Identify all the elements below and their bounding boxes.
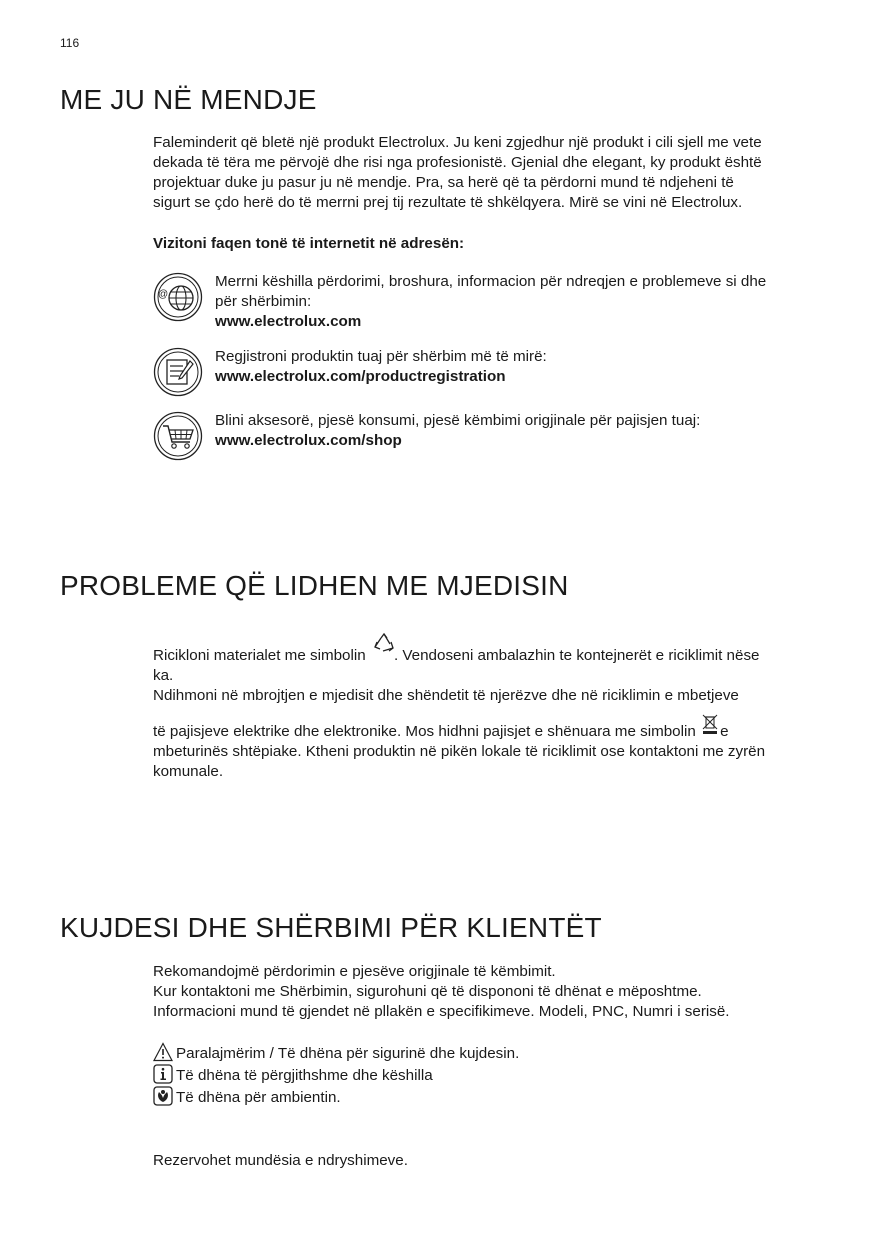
info-icon [153, 1064, 173, 1084]
env-text: Ricikloni materialet me simbolin [153, 647, 366, 664]
env-line: komunale. [153, 763, 224, 780]
intro-line: dekada të tëra me përvojë dhe risi nga profesionistë. Gjenial dhe elegant, ky produkt është [153, 154, 762, 171]
link-row-registration [153, 347, 843, 399]
section-title-environment: PROBLEME QË LIDHEN ME MJEDISIN [60, 570, 569, 601]
env-text: të pajisjeve elektrike dhe elektronike. Mos hidhni pajisjet e shënuara me simbolin [153, 723, 696, 740]
link-row-shop [153, 411, 843, 463]
link-description: Regjistroni produktin tuaj për shërbim më të mirë: [215, 348, 547, 365]
footer-note: Rezervohet mundësia e ndryshimeve. [153, 1152, 408, 1169]
legend-text: Paralajmërim / Të dhëna për sigurinë dhe kujdesin. [176, 1045, 520, 1062]
env-text: . Vendoseni ambalazhin te kontejnerët e riciklimit nëse [393, 647, 760, 664]
section-title-in-mind: ME JU NË MENDJE [60, 84, 317, 115]
shopping-cart-icon [153, 411, 203, 461]
page-number: 116 [60, 36, 80, 50]
legend-text: Të dhëna për ambientin. [176, 1089, 341, 1106]
link-url-shop[interactable]: www.electrolux.com/shop [215, 432, 402, 449]
env-line [153, 714, 843, 742]
legend-item-warning [153, 1042, 843, 1064]
legend-text: Të dhëna të përgjithshme dhe këshilla [176, 1067, 433, 1084]
legend-item-info [153, 1064, 843, 1086]
environment-paragraph [153, 622, 843, 782]
link-url-registration[interactable]: www.electrolux.com/productregistration [215, 368, 506, 385]
web-globe-icon [153, 272, 203, 322]
link-description: për shërbimin: [215, 293, 312, 310]
env-line: mbeturinës shtëpiake. Ktheni produktin në pikën lokale të riciklimit ose kontaktoni me zyrën [153, 743, 766, 760]
env-line [153, 632, 843, 666]
link-text [215, 272, 845, 332]
link-description: Blini aksesorë, pjesë konsumi, pjesë këmbimi origjinale për pajisjen tuaj: [215, 412, 701, 429]
link-text [215, 411, 845, 451]
intro-line: Faleminderit që bletë një produkt Electrolux. Ju keni zgjedhur një produkt i cili sjell me vete [153, 134, 762, 151]
care-line: Informacioni mund të gjendet në pllakën e specifikimeve. Modeli, PNC, Numri i serisë. [153, 1003, 730, 1020]
crossed-bin-icon [702, 714, 718, 736]
customer-care-paragraph [153, 962, 843, 1022]
intro-line: sigurt se çdo herë do të merrni prej tij rezultate të shkëlqyera. Mirë se vini në Electrolux. [153, 194, 743, 211]
section-title-customer-care: KUJDESI DHE SHËRBIMI PËR KLIENTËT [60, 912, 602, 943]
env-text: e [720, 723, 729, 740]
link-url-electrolux[interactable]: www.electrolux.com [215, 313, 362, 330]
legend-item-environment [153, 1086, 843, 1108]
symbol-legend [153, 1042, 843, 1108]
intro-paragraph [153, 133, 843, 213]
intro-line: projektuar duke ju pasur ju në mendje. Pra, sa herë që ta përdorni mund të ndjeheni të [153, 174, 734, 191]
warning-triangle-icon [153, 1042, 173, 1062]
link-text [215, 347, 845, 387]
visit-heading: Vizitoni faqen tonë të internetit në adresën: [153, 235, 465, 252]
environment-icon [153, 1086, 173, 1106]
env-line: ka. [153, 667, 174, 684]
link-row-web [153, 272, 843, 328]
care-line: Rekomandojmë përdorimin e pjesëve origjinale të këmbimit. [153, 963, 556, 980]
link-description: Merrni këshilla përdorimi, broshura, informacion për ndreqjen e problemeve si dhe [215, 273, 767, 290]
care-line: Kur kontaktoni me Shërbimin, sigurohuni që të dispononi të dhënat e mëposhtme. [153, 983, 702, 1000]
svg-text:@: @ [158, 289, 169, 300]
registration-document-icon [153, 347, 203, 397]
env-line: Ndihmoni në mbrojtjen e mjedisit dhe shëndetit të njerëzve dhe në riciklimin e mbetjeve [153, 687, 739, 704]
